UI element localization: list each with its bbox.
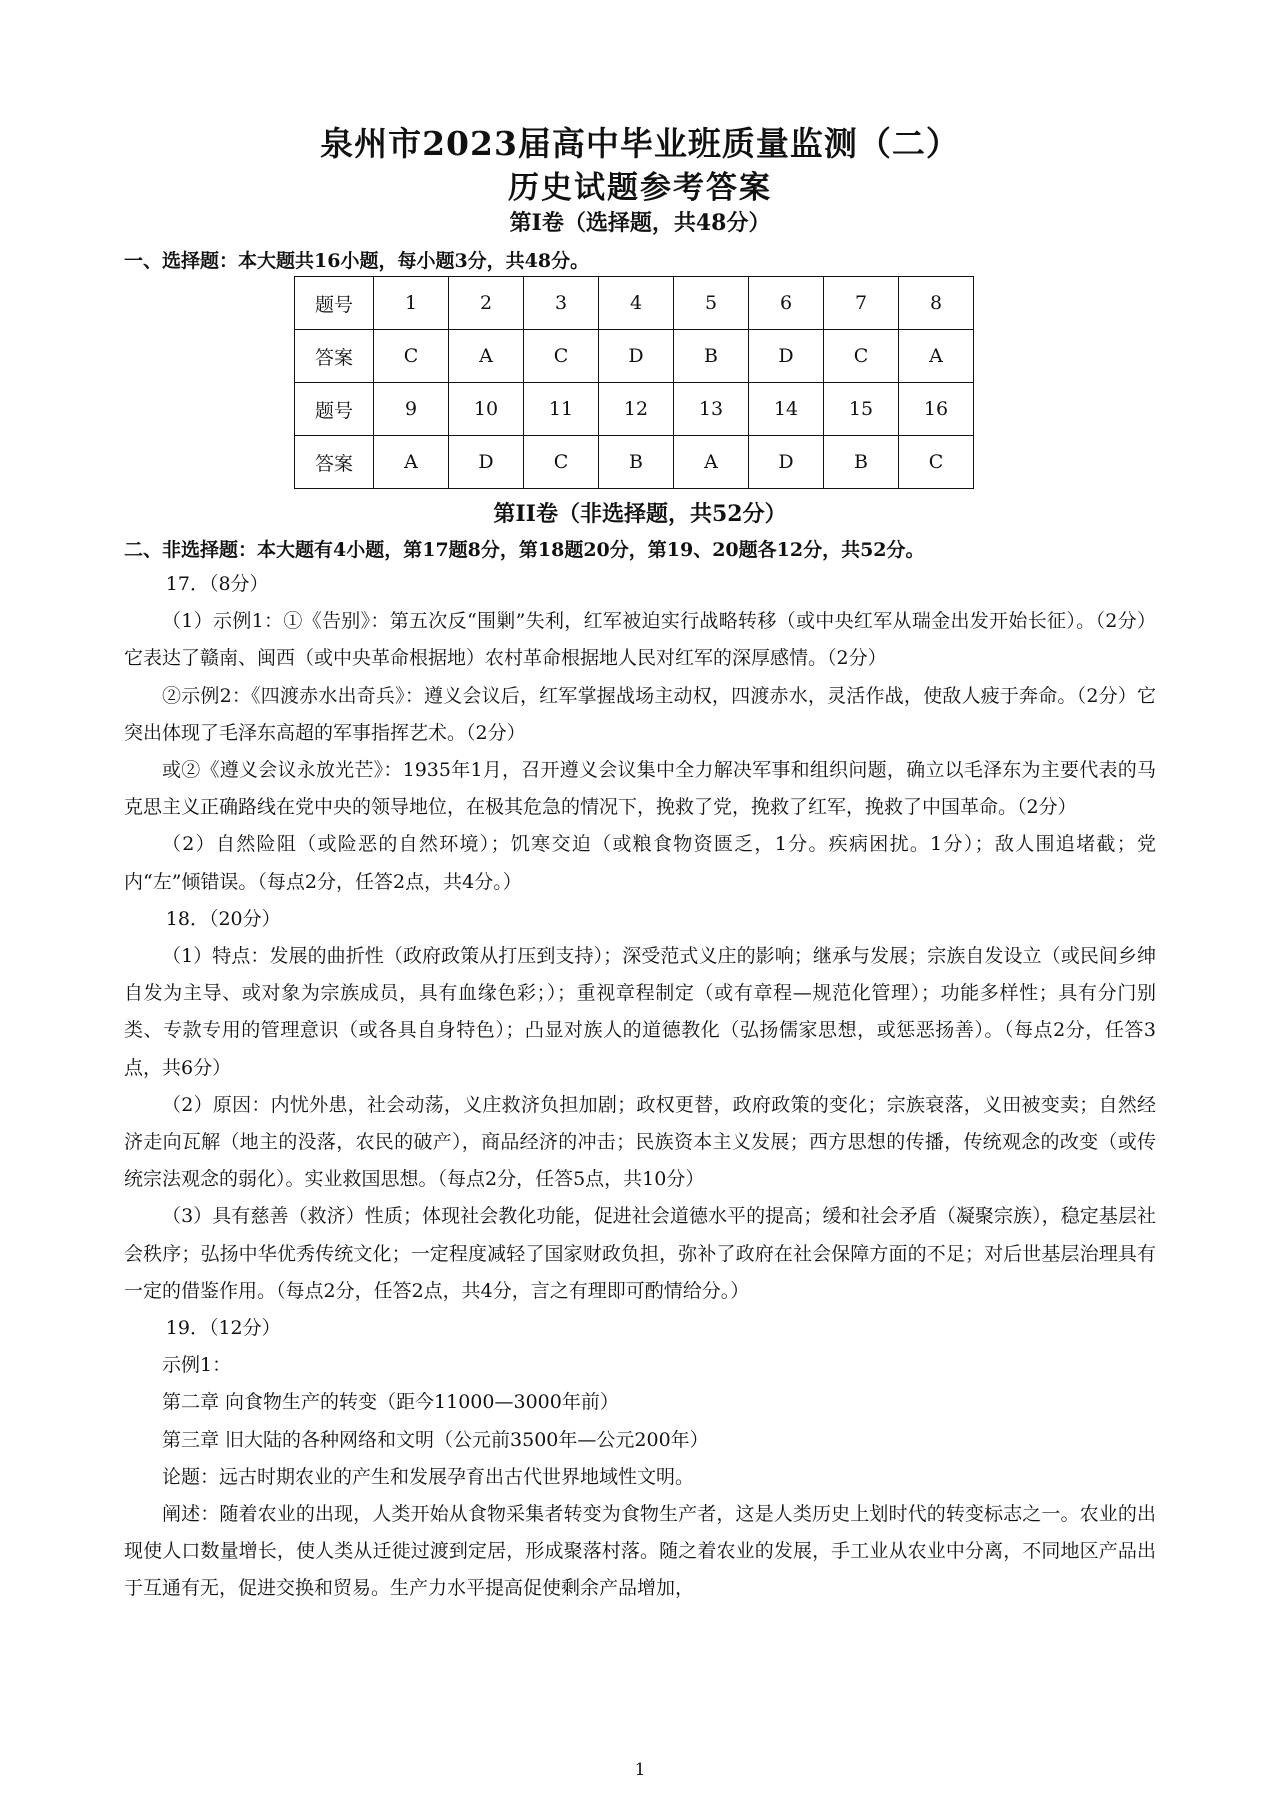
answer-paragraph: ②示例2：《四渡赤水出奇兵》：遵义会议后，红军掌握战场主动权，四渡赤水，灵活作战，使敌人疲于奔命。（2分）它突出体现了毛泽东高超的军事指挥艺术。（2分） [124,684,1156,744]
question-cell: 9 [374,383,449,436]
question-cell: 14 [749,383,824,436]
question-cell: 15 [824,383,899,436]
part1-heading: 第Ⅰ卷（选择题，共48分） [509,210,771,236]
question-cell: 6 [749,277,824,330]
answer-paragraph: 19．（12分） [165,1317,281,1340]
answer-cell: C [824,330,899,383]
answer-paragraph: 第三章 旧大陆的各种网络和文明（公元前3500年—公元200年） [162,1428,709,1451]
answer-label-cell: 答案 [295,436,374,489]
answer-cell: B [674,330,749,383]
question-cell: 12 [599,383,674,436]
question-cell: 8 [899,277,974,330]
answer-paragraph: 18．（20分） [165,907,281,930]
question-label-cell: 题号 [295,277,374,330]
table-row [295,277,974,330]
answer-cell: D [449,436,524,489]
page-number: 1 [634,1760,646,1780]
answer-paragraph: （2）原因：内忧外患，社会动荡，义庄救济负担加剧；政权更替，政府政策的变化；宗族衰落，义田被变卖；自然经济走向瓦解（地主的没落，农民的破产），商品经济的冲击；民族资本主义发展；西方思想的传播，传统观念的改变（或传统宗法观念的弱化）。实业救国思想。（每点2分，任答5点，共10分） [124,1093,1156,1191]
answer-paragraph: 阐述：随着农业的出现，人类开始从食物采集者转变为食物生产者，这是人类历史上划时代的转变标志之一。农业的出现使人口数量增长，使人类从迁徙过渡到定居，形成聚落村落。随之着农业的发展，手工业从农业中分离，不同地区产品出于互通有无，促进交换和贸易。生产力水平提高促使剩余产品增加， [124,1503,1156,1600]
part2-section-heading: 二、非选择题：本大题有4小题，第17题8分，第18题20分，第19、20题各12分，共52分。 [124,539,925,561]
answer-paragraph: （3）具有慈善（救济）性质；体现社会教化功能，促进社会道德水平的提高；缓和社会矛盾（凝聚宗族），稳定基层社会秩序；弘扬中华优秀传统文化；一定程度减轻了国家财政负担，弥补了政府在社会保障方面的不足；对后世基层治理具有一定的借鉴作用。（每点2分，任答2点，共4分，言之有理即可酌情给分。） [124,1205,1156,1302]
answer-table [294,276,974,489]
answer-cell: D [749,436,824,489]
question-cell: 7 [824,277,899,330]
question-label-cell: 题号 [295,383,374,436]
answer-paragraph: （1）示例1：①《告别》：第五次反“围剿”失利，红军被迫实行战略转移（或中央红军从瑞金出发开始长征）。（2分）它表达了赣南、闽西（或中央革命根据地）农村革命根据地人民对红军的深厚感情。（2分） [124,610,1156,670]
table-row [295,436,974,489]
answer-paragraph: 示例1： [162,1354,232,1377]
question-cell: 5 [674,277,749,330]
table-row [295,383,974,436]
answer-label-cell: 答案 [295,330,374,383]
answer-cell: C [899,436,974,489]
answer-paragraph: 第二章 向食物生产的转变（距今11000—3000年前） [162,1391,619,1414]
answer-paragraph: 论题：远古时期农业的产生和发展孕育出古代世界地域性文明。 [162,1465,695,1488]
answer-cell: A [899,330,974,383]
answer-paragraph: 17．（8分） [165,573,269,595]
answer-paragraph: （1）特点：发展的曲折性（政府政策从打压到支持）；深受范式义庄的影响；继承与发展；宗族自发设立（或民间乡绅自发为主导、或对象为宗族成员，具有血缘色彩；）；重视章程制定（或有章程—规范化管理）；功能多样性；具有分门别类、专款专用的管理意识（或各具自身特色）；凸显对族人的道德教化（弘扬儒家思想，或惩恶扬善）。（每点2分，任答3点，共6分） [124,945,1156,1079]
answer-body [124,566,1156,1608]
question-cell: 2 [449,277,524,330]
question-cell: 11 [524,383,599,436]
table-row [295,330,974,383]
page-title: 泉州市2023届高中毕业班质量监测（二） [320,124,960,163]
answer-cell: A [374,436,449,489]
question-cell: 4 [599,277,674,330]
answer-cell: B [824,436,899,489]
answer-paragraph: 或②《遵义会议永放光芒》：1935年1月，召开遵义会议集中全力解决军事和组织问题，确立以毛泽东为主要代表的马克思主义正确路线在党中央的领导地位，在极其危急的情况下，挽救了党，挽救了红军，挽救了中国革命。（2分） [124,759,1156,819]
answer-paragraph: （2）自然险阻（或险恶的自然环境）；饥寒交迫（或粮食物资匮乏，1分。疾病困扰。1分）；敌人围追堵截；党内“左”倾错误。（每点2分，任答2点，共4分。） [124,833,1156,893]
part1-section-heading: 一、选择题：本大题共16小题，每小题3分，共48分。 [124,250,590,272]
part2-heading: 第II卷（非选择题，共52分） [493,501,787,527]
answer-cell: B [599,436,674,489]
answer-cell: D [749,330,824,383]
answer-cell: C [374,330,449,383]
answer-cell: C [524,436,599,489]
question-cell: 3 [524,277,599,330]
question-cell: 10 [449,383,524,436]
answer-cell: D [599,330,674,383]
page-subtitle: 历史试题参考答案 [508,170,772,206]
question-cell: 16 [899,383,974,436]
question-cell: 13 [674,383,749,436]
answer-cell: C [524,330,599,383]
answer-cell: A [674,436,749,489]
answer-cell: A [449,330,524,383]
question-cell: 1 [374,277,449,330]
